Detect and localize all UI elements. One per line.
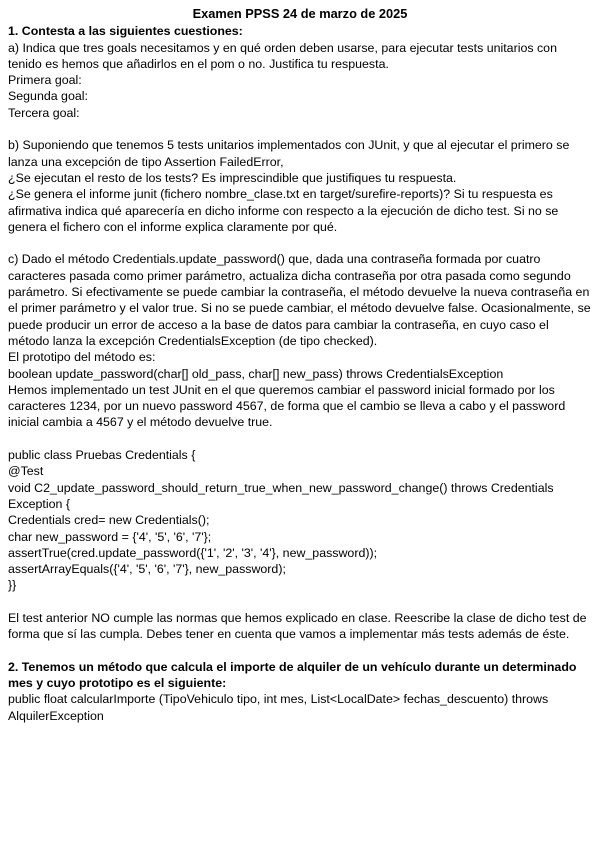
spacer bbox=[8, 121, 592, 137]
q1a-text: a) Indica que tres goals necesitamos y en qué orden deben usarse, para ejecutar tests unitarios con tenido es hemos que añadirlos en el pom o no. Justifica tu respuesta. bbox=[8, 40, 557, 71]
question-1-heading: 1. Contesta a las siguientes cuestiones: bbox=[8, 24, 243, 39]
q1c-test-description: Hemos implementado un test JUnit en el que queremos cambiar el password inicial formado por los caracteres 1234, por un nuevo password 4567, de forma que el cambio se lleva a cabo y el password inicial cambia a 4567 y el método devuelve true. bbox=[8, 382, 566, 430]
code-line: assertArrayEquals({'4', '5', '6', '7'}, new_password); bbox=[8, 562, 286, 577]
question-2-heading: 2. Tenemos un método que calcula el importe de alquiler de un vehículo durante un determinado mes y cuyo prototipo es el siguiente: bbox=[8, 659, 577, 691]
spacer bbox=[8, 594, 592, 610]
q1b-question-1: ¿Se ejecutan el resto de los tests? Es imprescindible que justifiques tu respuesta. bbox=[8, 170, 457, 185]
exam-title: Examen PPSS 24 de marzo de 2025 bbox=[192, 6, 408, 21]
code-line: Credentials cred= new Credentials(); bbox=[8, 513, 210, 528]
code-line: char new_password = {'4', '5', '6', '7'}; bbox=[8, 529, 212, 544]
q1a-first-goal: Primera goal: bbox=[8, 73, 82, 88]
q2-prototype: public float calcularImporte (TipoVehiculo tipo, int mes, List<LocalDate> fechas_descuento) throws AlquilerException bbox=[8, 692, 549, 723]
spacer bbox=[8, 431, 592, 447]
q1b-question-2: ¿Se genera el informe junit (fichero nombre_clase.txt en target/surefire-reports)? Si tu respuesta es afirmativa indica qué aparecería en dicho informe con respecto a la ejecución de dicho test. Si no se genera el fichero con el informe explica claramente por qué. bbox=[8, 187, 559, 234]
code-line: assertTrue(cred.update_password({'1', '2', '3', '4'}, new_password)); bbox=[8, 545, 378, 560]
code-line: void C2_update_password_should_return_true_when_new_password_change() throws Credentials Exception { bbox=[8, 480, 557, 511]
code-line: @Test bbox=[8, 464, 44, 479]
q1c-text: c) Dado el método Credentials.update_password() que, dada una contraseña formada por cuatro caracteres pasada como primer parámetro, actualiza dicha contraseña por otra pasada como segundo parámetro. Si efectivamente se puede cambiar la contraseña, el método devuelve la nueva contraseña en el primer parámetro y el valor true. Si no se puede cambiar, el método devuelve false. Ocasionalmente, se puede producir un error de acceso a la base de datos para cambiar la contraseña, en cuyo caso el método lanza la excepción CredentialsException (de tipo checked). bbox=[8, 252, 591, 348]
q1c-prototype: boolean update_password(char[] old_pass, char[] new_pass) throws CredentialsException bbox=[8, 366, 504, 381]
code-block bbox=[8, 447, 592, 594]
code-line: }} bbox=[8, 578, 17, 593]
q1a-second-goal: Segunda goal: bbox=[8, 89, 88, 104]
q1c-prototype-label: El prototipo del método es: bbox=[8, 350, 156, 365]
q1c-final-instruction: El test anterior NO cumple las normas que hemos explicado en clase. Reescribe la clase de dicho test de forma que sí las cumpla. Debes tener en cuenta que vamos a implementar más tests además de éste. bbox=[8, 610, 587, 642]
code-line: public class Pruebas Credentials { bbox=[8, 448, 196, 463]
spacer bbox=[8, 235, 592, 251]
q1a-third-goal: Tercera goal: bbox=[8, 105, 80, 120]
spacer bbox=[8, 643, 592, 659]
q1b-text: b) Suponiendo que tenemos 5 tests unitarios implementados con JUnit, y que al ejecutar el primero se lanza una excepción de tipo Assertion FailedError, bbox=[8, 138, 570, 169]
